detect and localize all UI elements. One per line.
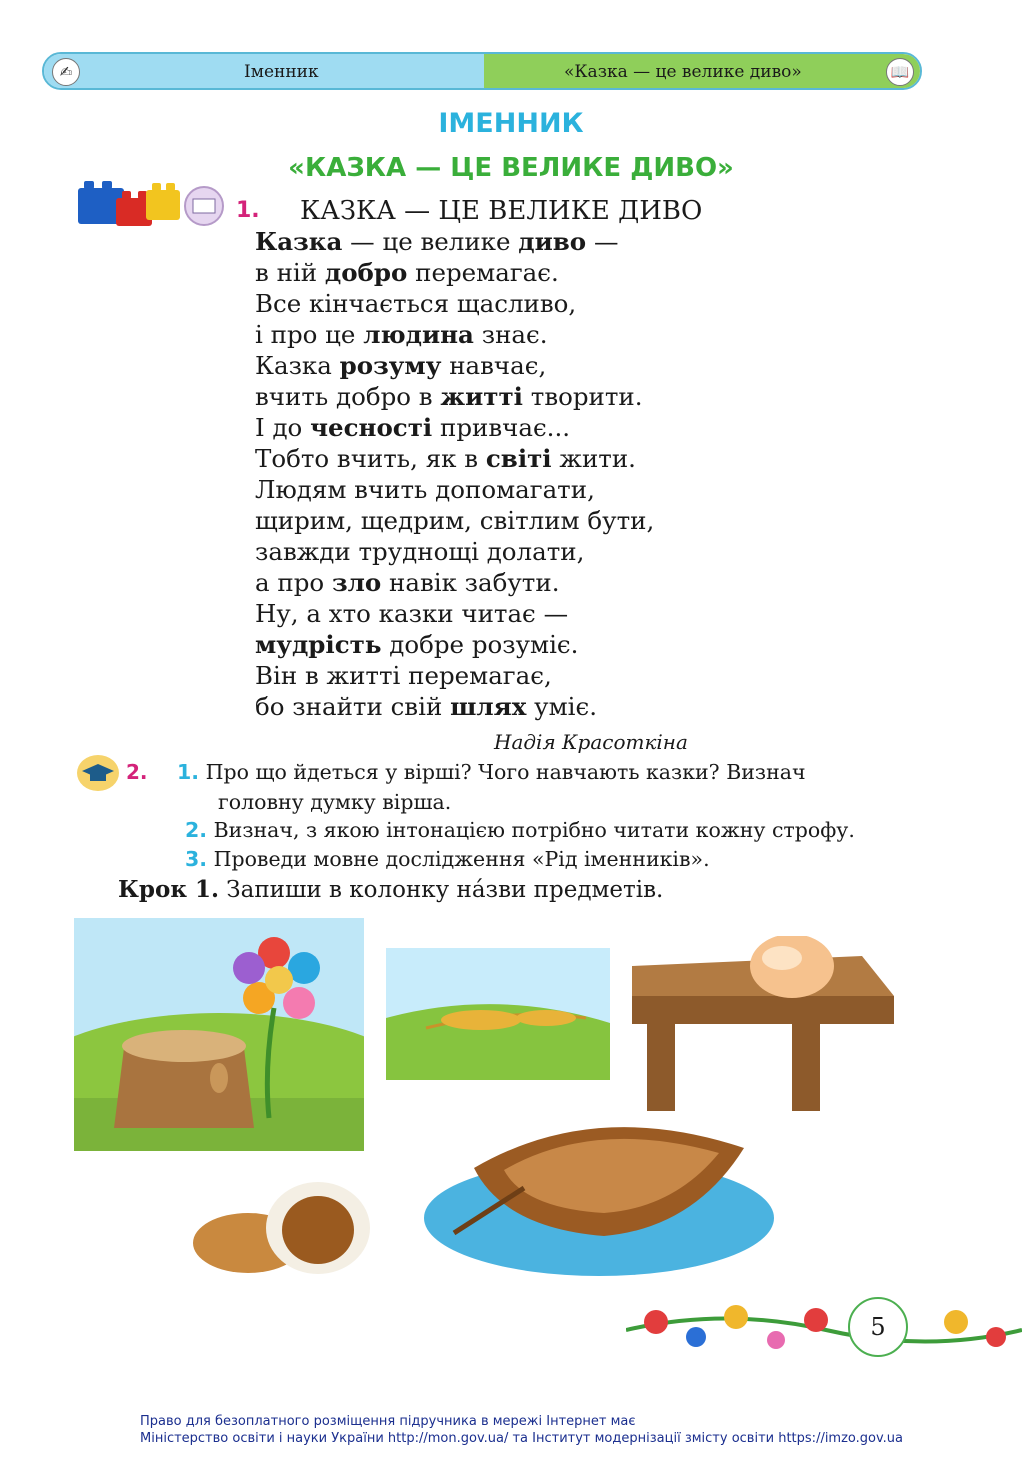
poem-text-segment: Тобто вчить, як в xyxy=(255,444,486,473)
poem-text-segment: привчає... xyxy=(432,413,571,442)
book-icon: 📖 xyxy=(886,58,914,86)
header-bar xyxy=(42,52,922,90)
stump-flower-picture xyxy=(74,918,364,1151)
poem-text-segment: жити. xyxy=(551,444,636,473)
poem-line xyxy=(255,350,654,381)
poem-text-segment: Людям вчить допомагати, xyxy=(255,475,595,504)
poem-line xyxy=(255,443,654,474)
poem-keyword: житті xyxy=(440,382,523,411)
header-topic: Іменник xyxy=(244,62,319,82)
poem-keyword: добро xyxy=(324,258,408,287)
question-1-number: 1. xyxy=(177,760,200,784)
question-3 xyxy=(185,847,710,871)
poem-text-segment: Він в житті перемагає, xyxy=(255,661,552,690)
poem-text-segment: — це велике xyxy=(342,227,519,256)
question-3-number: 3. xyxy=(185,847,208,871)
footer-notice xyxy=(140,1413,903,1447)
step-1 xyxy=(118,876,663,903)
lesson-title: «КАЗКА — ЦЕ ВЕЛИКЕ ДИВО» xyxy=(288,153,734,183)
poem-text-segment: в ній xyxy=(255,258,325,287)
poem-text-segment: І до xyxy=(255,413,311,442)
poem-text-segment: творити. xyxy=(522,382,643,411)
poem-line xyxy=(255,598,654,629)
header-left xyxy=(44,54,484,88)
poem-text-segment: уміє. xyxy=(526,692,597,721)
header-right xyxy=(484,54,920,88)
poem-text-segment: щирим, щедрим, світлим бути, xyxy=(255,506,655,535)
poem-text-segment: Ну, а хто казки читає — xyxy=(255,599,569,628)
poem-text-segment: і про це xyxy=(255,320,364,349)
poem-line xyxy=(255,257,654,288)
poem-text-segment: Казка xyxy=(255,351,340,380)
poem-line xyxy=(255,691,654,722)
poem-line xyxy=(255,319,654,350)
poem-text-segment: вчить добро в xyxy=(255,382,441,411)
poem-text xyxy=(255,226,654,722)
felt-boots-picture xyxy=(188,1168,378,1286)
poem-line xyxy=(255,288,654,319)
poem-keyword: мудрість xyxy=(255,630,382,659)
poem-title: КАЗКА — ЦЕ ВЕЛИКЕ ДИВО xyxy=(300,196,703,226)
step-1-label: Крок 1. xyxy=(118,876,219,903)
poem-text-segment: навчає, xyxy=(441,351,547,380)
poem-line xyxy=(255,474,654,505)
poem-keyword: шлях xyxy=(450,692,527,721)
poem-text-segment: навік забути. xyxy=(381,568,560,597)
poem-line xyxy=(255,381,654,412)
task-1-number: 1. xyxy=(236,198,260,223)
question-1-text: Про що йдеться у вірші? Чого навчають казки? Визнач xyxy=(205,760,806,784)
poem-keyword: зло xyxy=(331,568,382,597)
poem-text-segment: Все кінчається щасливо, xyxy=(255,289,577,318)
question-2-text: Визнач, з якою інтонацією потрібно читати кожну строфу. xyxy=(213,818,855,842)
poem-text-segment: бо знайти свій xyxy=(255,692,451,721)
page-number: 5 xyxy=(848,1297,908,1357)
poem-text-segment: добре розуміє. xyxy=(381,630,579,659)
lego-blocks-icon xyxy=(76,178,226,230)
poem-text-segment: — xyxy=(586,227,619,256)
poem-keyword: диво xyxy=(518,227,587,256)
task-2-number: 2. xyxy=(126,760,148,784)
poem-line xyxy=(255,505,654,536)
poem-text-segment: а про xyxy=(255,568,332,597)
poem-text-segment: перемагає. xyxy=(407,258,559,287)
question-1-continuation: головну думку вірша. xyxy=(218,790,452,814)
poem-line xyxy=(255,412,654,443)
poem-line xyxy=(255,629,654,660)
question-2-number: 2. xyxy=(185,818,208,842)
table-egg-picture xyxy=(632,936,894,1111)
poem-keyword: світі xyxy=(485,444,552,473)
poem-keyword: людина xyxy=(363,320,474,349)
poem-author: Надія Красоткіна xyxy=(494,730,688,754)
footer-line-2: Міністерство освіти і науки України http://mon.gov.ua/ та Інститут модернізації змісту освіти https://imzo.gov.ua xyxy=(140,1431,904,1446)
floral-ornament xyxy=(626,1292,1022,1362)
poem-text-segment: знає. xyxy=(473,320,548,349)
question-2 xyxy=(185,818,855,842)
poem-keyword: Казка xyxy=(255,227,343,256)
header-lesson: «Казка — це велике диво» xyxy=(564,62,802,82)
poem-keyword: розуму xyxy=(339,351,442,380)
question-1 xyxy=(177,760,806,784)
poem-line xyxy=(255,567,654,598)
poem-text-segment: завжди труднощі долати, xyxy=(255,537,585,566)
footer-line-1: Право для безоплатного розміщення підручника в мережі Інтернет має xyxy=(140,1414,636,1429)
graduation-cap-icon xyxy=(76,754,120,792)
wheat-picture xyxy=(386,948,610,1080)
step-1-text: Запиши в колонку на́зви предметів. xyxy=(218,877,664,903)
poem-line xyxy=(255,536,654,567)
poem-keyword: чесності xyxy=(310,413,433,442)
pen-icon: ✍ xyxy=(52,58,80,86)
poem-line xyxy=(255,660,654,691)
question-3-text: Проведи мовне дослідження «Рід іменників». xyxy=(213,847,710,871)
poem-line xyxy=(255,226,654,257)
page-title: ІМЕННИК xyxy=(438,108,584,139)
boat-picture xyxy=(414,1108,774,1280)
